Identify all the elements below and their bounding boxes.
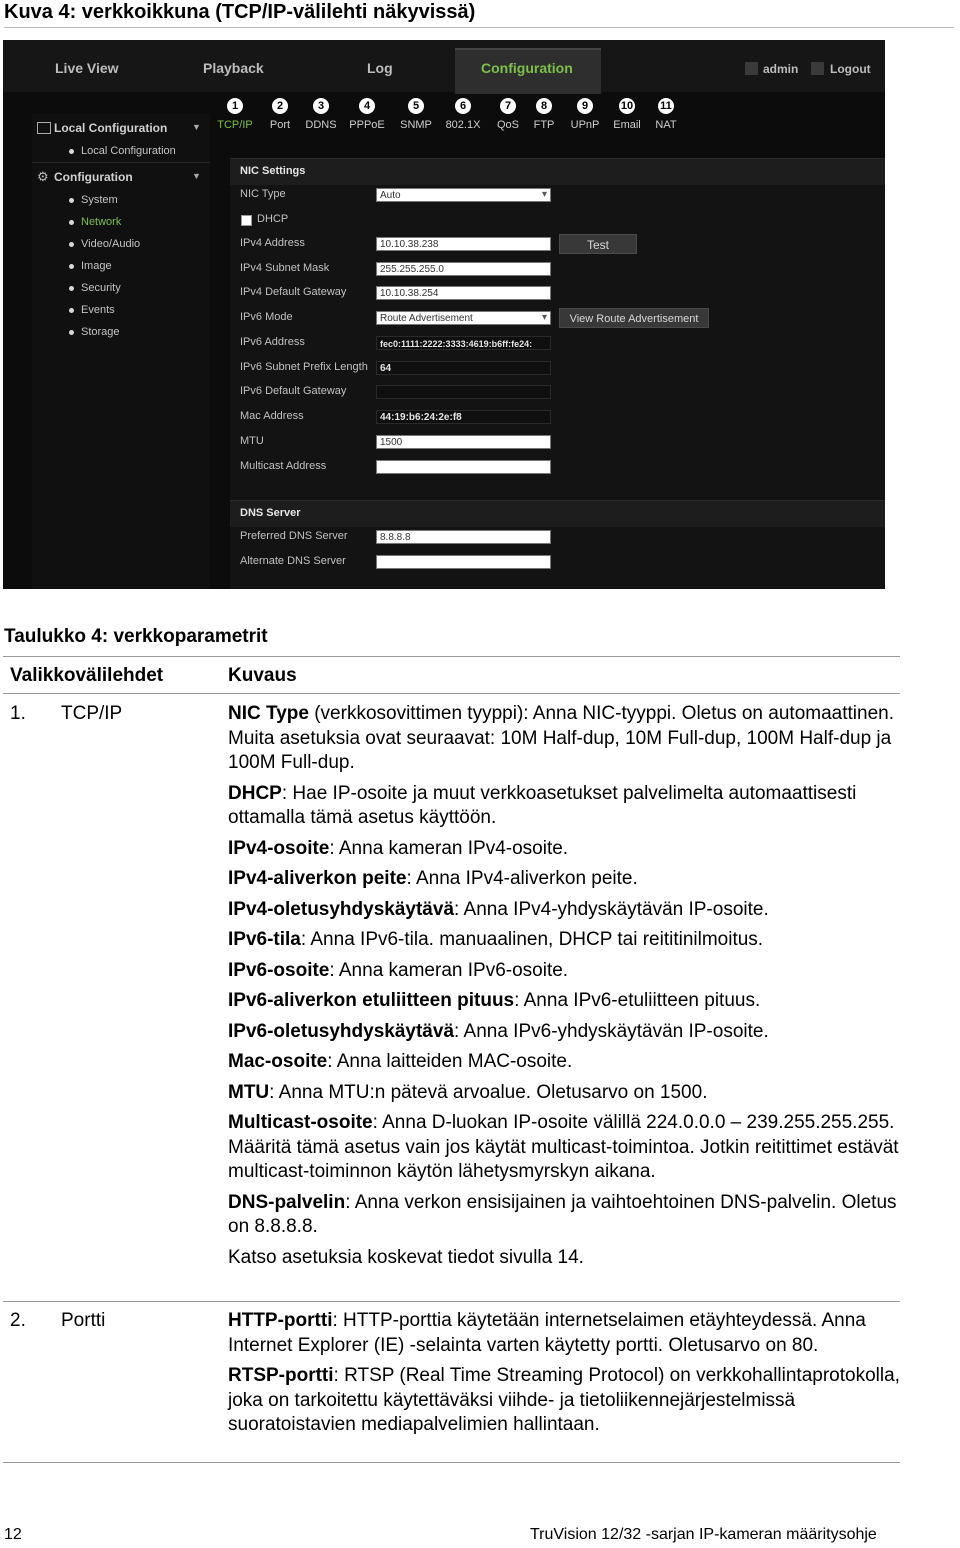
tab-email[interactable] (607, 98, 647, 131)
tab-label: Email (613, 119, 641, 131)
row-number: 2. (10, 1310, 26, 1331)
parameter-name: IPv6-aliverkon etuliitteen pituus (228, 990, 515, 1011)
parameter-description: (verkkosovittimen tyyppi): Anna NIC-tyyppi. Oletus on automaattinen. Muita asetuksia ovat seuraavat: 10M Half-dup, 10M Full-dup, 100M Half-dup ja 100M Full-dup. (228, 703, 894, 773)
alternate-dns-input[interactable] (376, 555, 551, 569)
parameter-name: HTTP-portti (228, 1310, 333, 1331)
mtu-label: MTU (240, 435, 264, 447)
column-header-description: Kuvaus (228, 665, 297, 686)
parameter-description: Katso asetuksia koskevat tiedot sivulla 14. (228, 1246, 584, 1268)
tab-number-badge: 2 (272, 98, 288, 114)
row-number: 1. (10, 703, 26, 724)
ipv4-address-label: IPv4 Address (240, 237, 305, 249)
tab-label: PPPoE (349, 119, 385, 131)
alternate-dns-label: Alternate DNS Server (240, 555, 346, 567)
parameter-description: : Hae IP-osoite ja muut verkkoasetukset palvelimelta automaattisesti ottamalla tämä asetus käyttöön. (228, 782, 857, 828)
test-button[interactable]: Test (559, 234, 637, 254)
tab-label: SNMP (400, 119, 432, 131)
parameter-name: DNS-palvelin (228, 1191, 346, 1213)
parameter-name: NIC Type (228, 703, 309, 724)
ipv6-gateway-field (376, 385, 551, 399)
tab-number-badge: 7 (500, 98, 516, 114)
sidebar-item-network[interactable]: Network (81, 216, 122, 228)
sidebar-item-local-configuration[interactable]: Local Configuration (81, 145, 176, 157)
description-paragraph (228, 782, 900, 831)
sidebar-local-configuration-head[interactable]: Local Configuration (54, 121, 168, 135)
parameter-description: : HTTP-porttia käytetään internetselaimen etäyhteydessä. Anna Internet Explorer (IE) -selainta varten käytetty portti. Oletusarvo on 80. (228, 1310, 866, 1356)
parameter-description: : Anna IPv4-aliverkon peite. (406, 868, 638, 889)
tab-nat[interactable] (646, 98, 686, 131)
nav-live-view[interactable]: Live View (55, 60, 119, 76)
description-paragraph (228, 1246, 900, 1271)
multicast-address-input[interactable] (376, 460, 551, 474)
tab-number-badge: 9 (577, 98, 593, 114)
nav-configuration[interactable]: Configuration (481, 60, 573, 76)
parameter-description: : Anna kameran IPv4-osoite. (329, 837, 569, 859)
parameter-name: RTSP-portti (228, 1365, 334, 1386)
preferred-dns-label: Preferred DNS Server (240, 530, 348, 542)
tab-label: QoS (496, 119, 519, 131)
parameter-description: : Anna IPv6-yhdyskäytävän IP-osoite. (454, 1020, 769, 1042)
page-number: 12 (4, 1526, 22, 1543)
nav-log[interactable]: Log (367, 60, 393, 76)
description-paragraph (228, 1111, 900, 1185)
row-description (228, 702, 900, 1276)
parameter-description: : Anna IPv4-yhdyskäytävän IP-osoite. (454, 898, 769, 920)
description-paragraph (228, 928, 900, 953)
sidebar-item-system[interactable]: System (81, 194, 118, 206)
multicast-address-label: Multicast Address (240, 460, 327, 472)
chevron-down-icon: ▼ (192, 171, 201, 181)
description-paragraph (228, 989, 900, 1014)
tab-qos[interactable] (488, 98, 528, 131)
view-route-advertisement-button[interactable]: View Route Advertisement (559, 308, 709, 328)
description-paragraph (228, 1050, 900, 1075)
nic-settings-header (230, 158, 885, 185)
monitor-icon (37, 122, 51, 134)
mac-address-field: 44:19:b6:24:2e:f8 (376, 410, 551, 424)
nav-playback[interactable]: Playback (203, 60, 264, 76)
parameter-name: IPv6-oletusyhdyskäytävä (228, 1020, 455, 1042)
sidebar-item-security[interactable]: Security (81, 282, 121, 294)
ipv6-mode-label: IPv6 Mode (240, 311, 293, 323)
parameter-name: Mac-osoite (228, 1051, 328, 1072)
description-paragraph (228, 1191, 900, 1240)
network-screenshot (3, 40, 885, 589)
bullet-icon (69, 330, 74, 335)
ipv4-gateway-input[interactable]: 10.10.38.254 (376, 286, 551, 300)
parameter-description: : Anna IPv6-etuliitteen pituus. (514, 990, 761, 1011)
tab-number-badge: 3 (313, 98, 329, 114)
description-paragraph (228, 1309, 900, 1358)
bullet-icon (69, 308, 74, 313)
parameter-name: IPv4-osoite (228, 837, 330, 859)
tab-label: 802.1X (445, 119, 481, 131)
description-paragraph (228, 1364, 900, 1438)
tab-port[interactable] (260, 98, 300, 131)
tab-label: Port (269, 119, 291, 131)
dns-server-header (230, 500, 885, 527)
tab-pppoe[interactable] (347, 98, 387, 131)
parameter-name: IPv6-tila (228, 929, 301, 950)
bullet-icon (69, 286, 74, 291)
tab-8021x[interactable] (443, 98, 483, 131)
tab-number-badge: 5 (408, 98, 424, 114)
parameter-description: : Anna laitteiden MAC-osoite. (327, 1051, 573, 1072)
parameter-description: : RTSP (Real Time Streaming Protocol) on verkkohallintaprotokolla, joka on tarkoitettu käytettäväksi viihde- ja tietoliikennejärjestelmissä suoratoistavien mediapalvelimien hallintaan. (228, 1365, 900, 1435)
tab-label: DDNS (305, 119, 337, 131)
parameter-name: IPv4-aliverkon peite (228, 868, 407, 889)
description-paragraph (228, 702, 900, 776)
parameter-description: : Anna MTU:n pätevä arvoalue. Oletusarvo on 1500. (269, 1081, 708, 1103)
tab-number-badge: 1 (227, 98, 243, 114)
sidebar (32, 114, 210, 589)
column-header-tabs: Valikkovälilehdet (10, 665, 164, 686)
description-paragraph (228, 959, 900, 984)
section-title: NIC Settings (240, 165, 306, 177)
row-tab-name: TCP/IP (61, 703, 123, 724)
chevron-down-icon: ▼ (192, 122, 201, 132)
tab-upnp[interactable] (565, 98, 605, 131)
tab-snmp[interactable] (396, 98, 436, 131)
ipv6-gateway-label: IPv6 Default Gateway (240, 385, 347, 397)
table-caption: Taulukko 4: verkkoparametrit (4, 626, 268, 647)
row-description (228, 1309, 900, 1444)
tab-tcpip[interactable] (215, 98, 255, 131)
ipv6-address-label: IPv6 Address (240, 336, 305, 348)
ipv6-prefix-label: IPv6 Subnet Prefix Length (240, 361, 368, 373)
ipv6-prefix-field: 64 (376, 361, 551, 375)
tab-number-badge: 6 (455, 98, 471, 114)
tab-number-badge: 8 (536, 98, 552, 114)
tab-label: NAT (655, 119, 677, 131)
sidebar-item-storage[interactable]: Storage (81, 326, 120, 338)
tab-number-badge: 11 (658, 98, 674, 114)
username-label: admin (763, 62, 799, 76)
description-paragraph (228, 898, 900, 923)
description-paragraph (228, 1081, 900, 1106)
parameter-description: : Anna kameran IPv6-osoite. (329, 959, 569, 981)
logout-icon (811, 62, 824, 75)
tab-ftp[interactable] (524, 98, 564, 131)
nic-type-select[interactable]: Auto ▾ (376, 188, 551, 202)
bullet-icon (69, 264, 74, 269)
tab-number-badge: 4 (359, 98, 375, 114)
tab-number-badge: 10 (620, 100, 634, 112)
top-navigation (3, 40, 885, 92)
parameter-description: : Anna verkon ensisijainen ja vaihtoehtoinen DNS-palvelin. Oletus on 8.8.8.8. (228, 1191, 897, 1237)
parameter-name: DHCP (228, 782, 282, 804)
row-tab-name: Portti (61, 1310, 106, 1331)
tab-label: FTP (533, 119, 555, 131)
parameter-description: : Anna IPv6-tila. manuaalinen, DHCP tai reititinilmoitus. (300, 929, 764, 950)
preferred-dns-input[interactable]: 8.8.8.8 (376, 530, 551, 544)
nic-type-label: NIC Type (240, 188, 286, 200)
bullet-icon (69, 242, 74, 247)
mac-address-label: Mac Address (240, 410, 304, 422)
parameter-name: Multicast-osoite (228, 1112, 373, 1133)
sidebar-item-events[interactable]: Events (81, 304, 115, 316)
mtu-input[interactable]: 1500 (376, 435, 551, 449)
table-header-rule (3, 693, 900, 694)
section-title: DNS Server (240, 507, 301, 519)
ipv4-gateway-label: IPv4 Default Gateway (240, 286, 347, 298)
sidebar-item-video-audio[interactable]: Video/Audio (81, 238, 141, 250)
bullet-icon (69, 198, 74, 203)
tab-ddns[interactable] (301, 98, 341, 131)
parameter-name: IPv4-oletusyhdyskäytävä (228, 898, 455, 920)
description-paragraph (228, 837, 900, 862)
dhcp-checkbox[interactable] (241, 215, 252, 226)
bullet-icon (69, 220, 74, 225)
table-row-rule (3, 1301, 900, 1302)
description-paragraph (228, 1020, 900, 1045)
description-paragraph (228, 867, 900, 892)
sidebar-item-image[interactable]: Image (81, 260, 112, 272)
sidebar-configuration-head[interactable]: Configuration (54, 170, 133, 184)
table-bottom-rule (3, 1462, 900, 1463)
tab-label: TCP/IP (217, 119, 253, 131)
dhcp-label: DHCP (257, 213, 289, 225)
ipv4-subnet-label: IPv4 Subnet Mask (240, 262, 330, 274)
sidebar-divider (32, 162, 210, 163)
user-icon (745, 62, 758, 75)
table-top-rule (3, 656, 900, 657)
ipv6-mode-select[interactable]: Route Advertisement ▾ (376, 311, 551, 325)
document-title: TruVision 12/32 -sarjan IP-kameran määritysohje (530, 1526, 877, 1543)
parameter-name: IPv6-osoite (228, 959, 330, 981)
ipv4-address-input[interactable]: 10.10.38.238 (376, 237, 551, 251)
bullet-icon (69, 149, 74, 154)
ipv6-address-field: fec0:1111:2222:3333:4619:b6ff:fe24: (376, 336, 551, 350)
parameter-name: MTU (228, 1081, 270, 1103)
logout-link[interactable]: Logout (830, 62, 871, 76)
caption-divider (4, 27, 954, 28)
parameter-description: : Anna D-luokan IP-osoite välillä 224.0.0.0 – 239.255.255.255. Määritä tämä asetus vain jos käytät multicast-toimintoa. Jotkin reitittimet estävät multicast-toiminnon käytön lähetysmyrskyn aikana. (228, 1112, 899, 1182)
ipv4-subnet-input[interactable]: 255.255.255.0 (376, 262, 551, 276)
wrench-icon: ⚙ (37, 169, 49, 184)
tab-label: UPnP (570, 119, 600, 131)
figure-caption: Kuva 4: verkkoikkuna (TCP/IP-välilehti näkyvissä) (4, 1, 476, 23)
